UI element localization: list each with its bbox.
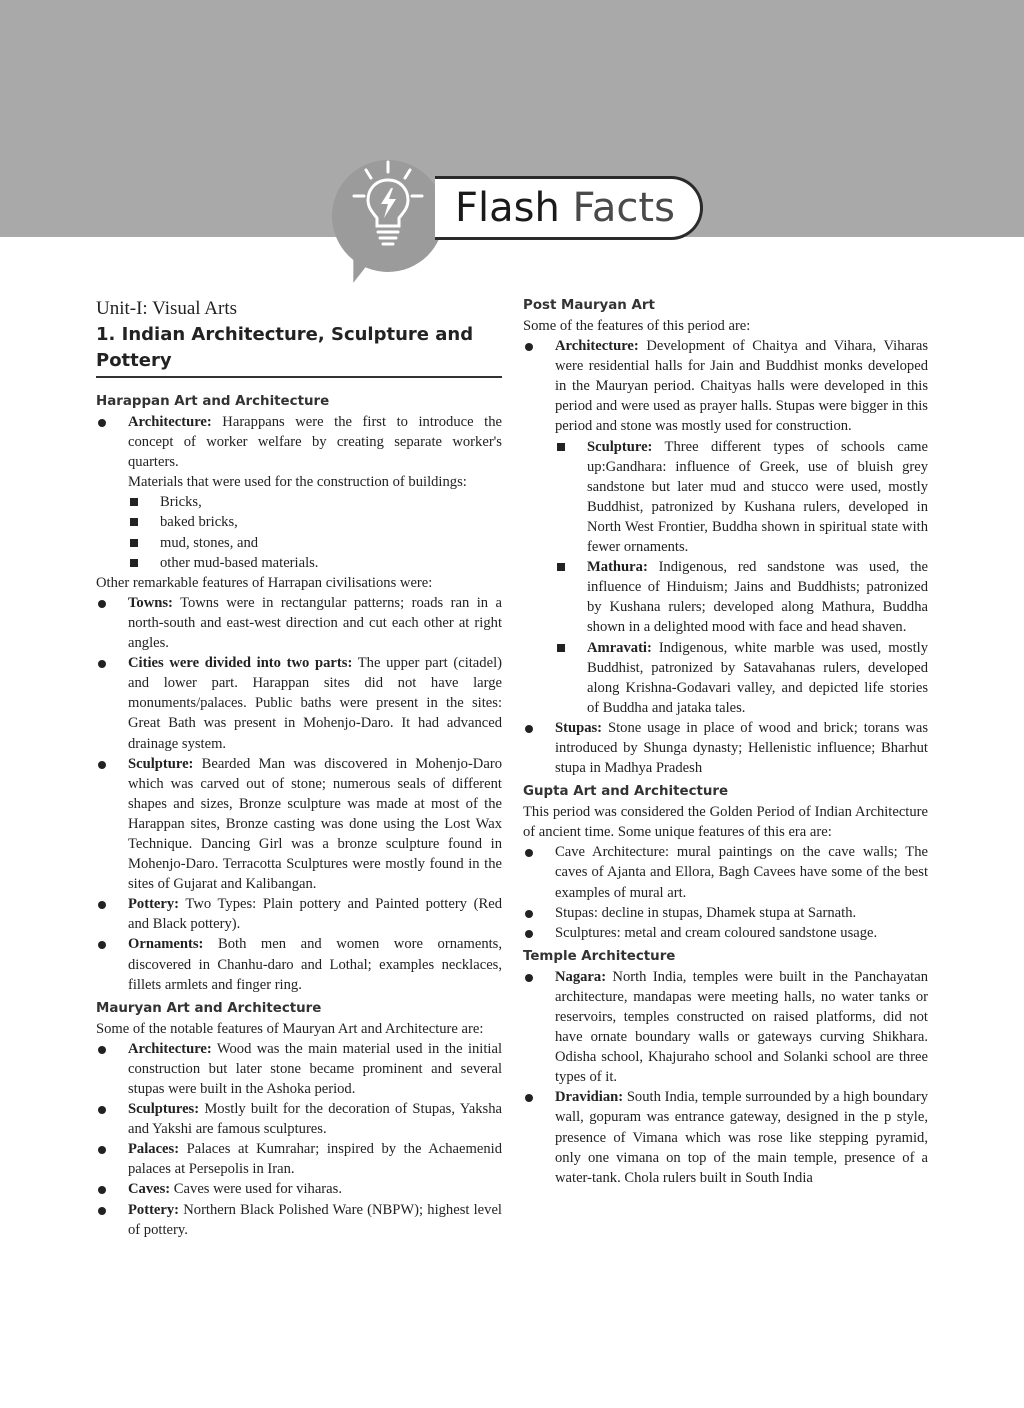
section-heading-temple: Temple Architecture: [523, 948, 676, 964]
bullet-icon: [98, 600, 106, 608]
title-word-facts: Facts: [572, 185, 675, 231]
square-bullet-icon: [557, 644, 565, 652]
bullet-icon: [525, 974, 533, 982]
list-item: Ornaments: Both men and women wore ornaments, discovered in Chanhu-daro and Lothal; examples necklaces, fillets armlets and finger ring.: [96, 934, 502, 994]
square-bullet-icon: [130, 539, 138, 547]
list-item: Sculptures: Mostly built for the decoration of Stupas, Yaksha and Yakshi are famous sculptures.: [96, 1099, 502, 1139]
bullet-icon: [98, 761, 106, 769]
square-bullet-icon: [130, 498, 138, 506]
list-item: Stupas: Stone usage in place of wood and brick; torans was introduced by Shunga dynasty; Hellenistic influence; Bharhut stupa in Madhya Pradesh: [523, 718, 928, 778]
bullet-icon: [98, 1106, 106, 1114]
bullet-icon: [525, 910, 533, 918]
list-item: Palaces: Palaces at Kumrahar; inspired by the Achaemenid palaces at Persepolis in Iran.: [96, 1139, 502, 1179]
bullet-icon: [98, 1186, 106, 1194]
square-bullet-icon: [557, 563, 565, 571]
section-heading-harappan: Harappan Art and Architecture: [96, 394, 330, 409]
list-item: mud, stones, and: [96, 533, 502, 553]
bullet-icon: [98, 660, 106, 668]
list-item: Architecture: Harappans were the first to introduce the concept of worker welfare by creating separate worker's quarters.: [96, 412, 502, 472]
bullet-icon: [525, 849, 533, 857]
section-heading-post-mauryan: Post Mauryan Art: [523, 298, 655, 313]
list-item: Nagara: North India, temples were built in the Panchayatan architecture, mandapas were meeting halls, no water tanks or reservoirs, temples constructed on raised platforms, did not have ornate boundary walls or gateways curving Shikhara. Odisha school, Khajuraho school and Solanki school are three types of it.: [523, 967, 928, 1088]
list-item: Caves: Caves were used for viharas.: [96, 1179, 502, 1199]
list-item: Cities were divided into two parts: The upper part (citadel) and lower part. Harappan sites did not have large monuments/palaces. Public baths were present in the sites: Great Bath was present in Mohenjo-Daro. It had advanced drainage system.: [96, 653, 502, 753]
list-item: baked bricks,: [96, 512, 502, 532]
list-item: Pottery: Two Types: Plain pottery and Painted pottery (Red and Black pottery).: [96, 894, 502, 934]
lightbulb-icon: [340, 158, 436, 254]
page-title: [455, 180, 675, 236]
list-item: other mud-based materials.: [96, 553, 502, 573]
list-item: Bricks,: [96, 492, 502, 512]
bullet-icon: [98, 941, 106, 949]
square-bullet-icon: [557, 443, 565, 451]
mauryan-intro: Some of the notable features of Mauryan Art and Architecture are:: [96, 1020, 484, 1037]
section-heading-mauryan: Mauryan Art and Architecture: [96, 1000, 322, 1016]
gupta-intro: This period was considered the Golden Period of Indian Architecture of ancient time. Some unique features of this era are:: [523, 804, 928, 841]
chapter-title: 1. Indian Architecture, Sculpture and Pottery: [96, 322, 502, 378]
list-item: Amravati: Indigenous, white marble was used, mostly Buddhist, patronized by Satavahanas rulers, developed along Krishna-Godavari valley, and depicted life stories of Buddha and jataka tales.: [523, 638, 928, 718]
list-item: Architecture: Development of Chaitya and Vihara, Viharas were residential halls for Jain and Buddhist monks developed in the Mauryan period. Chaityas halls were developed in this period and were used as prayer halls. Stupas were bigger in this period and stone was mostly used for construction.: [523, 336, 928, 436]
list-item: Dravidian: South India, temple surrounded by a high boundary wall, gopuram was entrance gateway, designed in the p style, presence of Vimana which was rose like stepping pyramid, only one vimana on top of the main temple, presence of a water-tank. Chola rulers built in South India: [523, 1087, 928, 1187]
left-column: [96, 296, 502, 1240]
list-item: Sculpture: Bearded Man was discovered in Mohenjo-Daro which was carved out of stone; numerous seals of different shapes and sizes, Bronze sculpture was made at most of the Harappan sites, Bronze casting was done using the Lost Wax Technique. Dancing Girl was a bronze sculpture found in Mohenjo-Daro. Terracotta Sculptures were mostly found in the sites of Gujarat and Kalibangan.: [96, 754, 502, 895]
materials-intro: Materials that were used for the construction of buildings:: [128, 474, 467, 491]
list-item: Architecture: Wood was the main material used in the initial construction but later stone became prominent and several stupas were built in the Ashoka period.: [96, 1039, 502, 1099]
list-item: Cave Architecture: mural paintings on the cave walls; The caves of Ajanta and Ellora, Bagh Cavees have some of the best examples of mural art.: [523, 842, 928, 902]
square-bullet-icon: [130, 559, 138, 567]
bullet-icon: [525, 1094, 533, 1102]
bullet-icon: [98, 901, 106, 909]
list-item: Pottery: Northern Black Polished Ware (NBPW); highest level of pottery.: [96, 1200, 502, 1240]
bullet-icon: [98, 1046, 106, 1054]
section-heading-gupta: Gupta Art and Architecture: [523, 784, 729, 800]
bullet-icon: [525, 343, 533, 351]
list-item: Stupas: decline in stupas, Dhamek stupa at Sarnath.: [523, 903, 928, 923]
bullet-icon: [98, 1207, 106, 1215]
other-features-intro: Other remarkable features of Harrapan civilisations were:: [96, 574, 433, 591]
unit-title: Unit-I: Visual Arts: [96, 298, 238, 319]
list-item: Mathura: Indigenous, red sandstone was used, the influence of Hinduism; Jains and Buddhists; patronized by Kushana rulers; developed along Mathura, Buddha shown in a delighted mood with face and head shaven.: [523, 557, 928, 637]
title-word-flash: Flash: [455, 185, 560, 231]
post-mauryan-intro: Some of the features of this period are:: [523, 318, 751, 334]
list-item: Sculptures: metal and cream coloured sandstone usage.: [523, 923, 928, 943]
bullet-icon: [98, 1146, 106, 1154]
bullet-icon: [98, 419, 106, 427]
right-column: [523, 296, 928, 1188]
list-item: Sculpture: Three different types of schools came up:Gandhara: influence of Greek, use of bluish grey sandstone but later mud and stucco were used, mostly Buddhist, patronized by Kushana rulers, developed in North West Frontier, Buddha shown in spiritual state with fewer ornaments.: [523, 437, 928, 558]
bullet-icon: [525, 725, 533, 733]
bullet-icon: [525, 930, 533, 938]
square-bullet-icon: [130, 518, 138, 526]
list-item: Towns: Towns were in rectangular patterns; roads ran in a north-south and east-west direction and cut each other at right angles.: [96, 593, 502, 653]
